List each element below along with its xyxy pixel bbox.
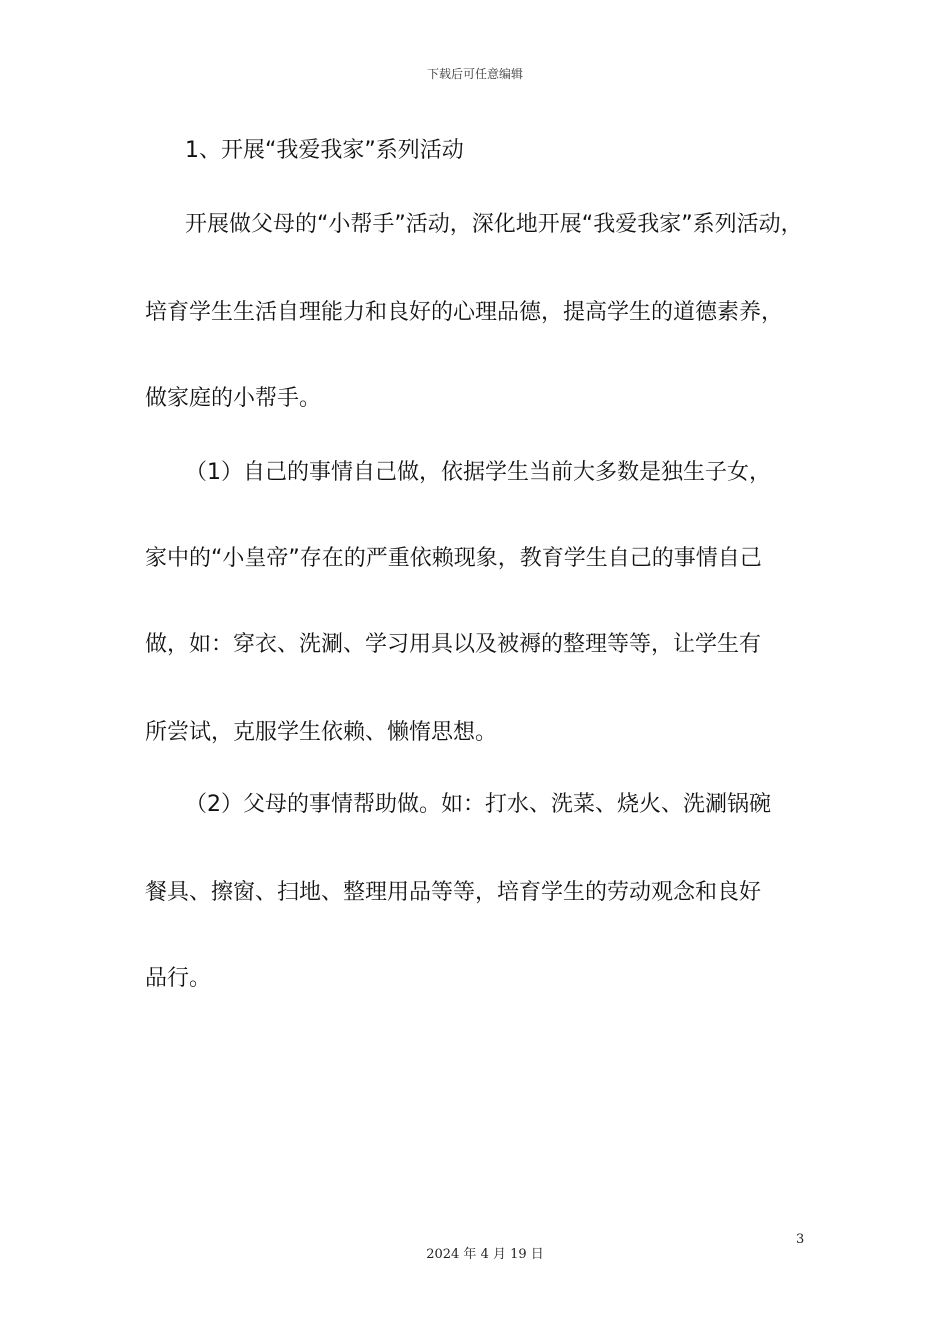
- footer-date: 2024 年 4 月 19 日: [426, 1247, 544, 1262]
- paragraph-line: 做家庭的小帮手。: [145, 386, 322, 411]
- section-heading: 1、开展“我爱我家”系列活动: [185, 138, 464, 163]
- paragraph-line: 做，如：穿衣、洗涮、学习用具以及被褥的整理等等，让学生有: [145, 632, 762, 657]
- paragraph-line: 所尝试，克服学生依赖、懒惰思想。: [145, 720, 498, 745]
- header-note: 下载后可任意编辑: [426, 67, 523, 81]
- paragraph-line: 品行。: [145, 966, 212, 991]
- paragraph-line: 培育学生生活自理能力和良好的心理品德，提高学生的道德素养，: [145, 300, 784, 325]
- paragraph-line: 家中的“小皇帝”存在的严重依赖现象，教育学生自己的事情自己: [145, 546, 762, 571]
- paragraph-line: 开展做父母的“小帮手”活动，深化地开展“我爱我家”系列活动，: [185, 212, 803, 237]
- paragraph-line: （2）父母的事情帮助做。如：打水、洗菜、烧火、洗涮锅碗: [185, 792, 771, 817]
- paragraph-line: （1）自己的事情自己做，依据学生当前大多数是独生子女，: [185, 460, 771, 485]
- paragraph-line: 餐具、擦窗、扫地、整理用品等等，培育学生的劳动观念和良好: [145, 880, 762, 905]
- page-number: 3: [796, 1232, 805, 1247]
